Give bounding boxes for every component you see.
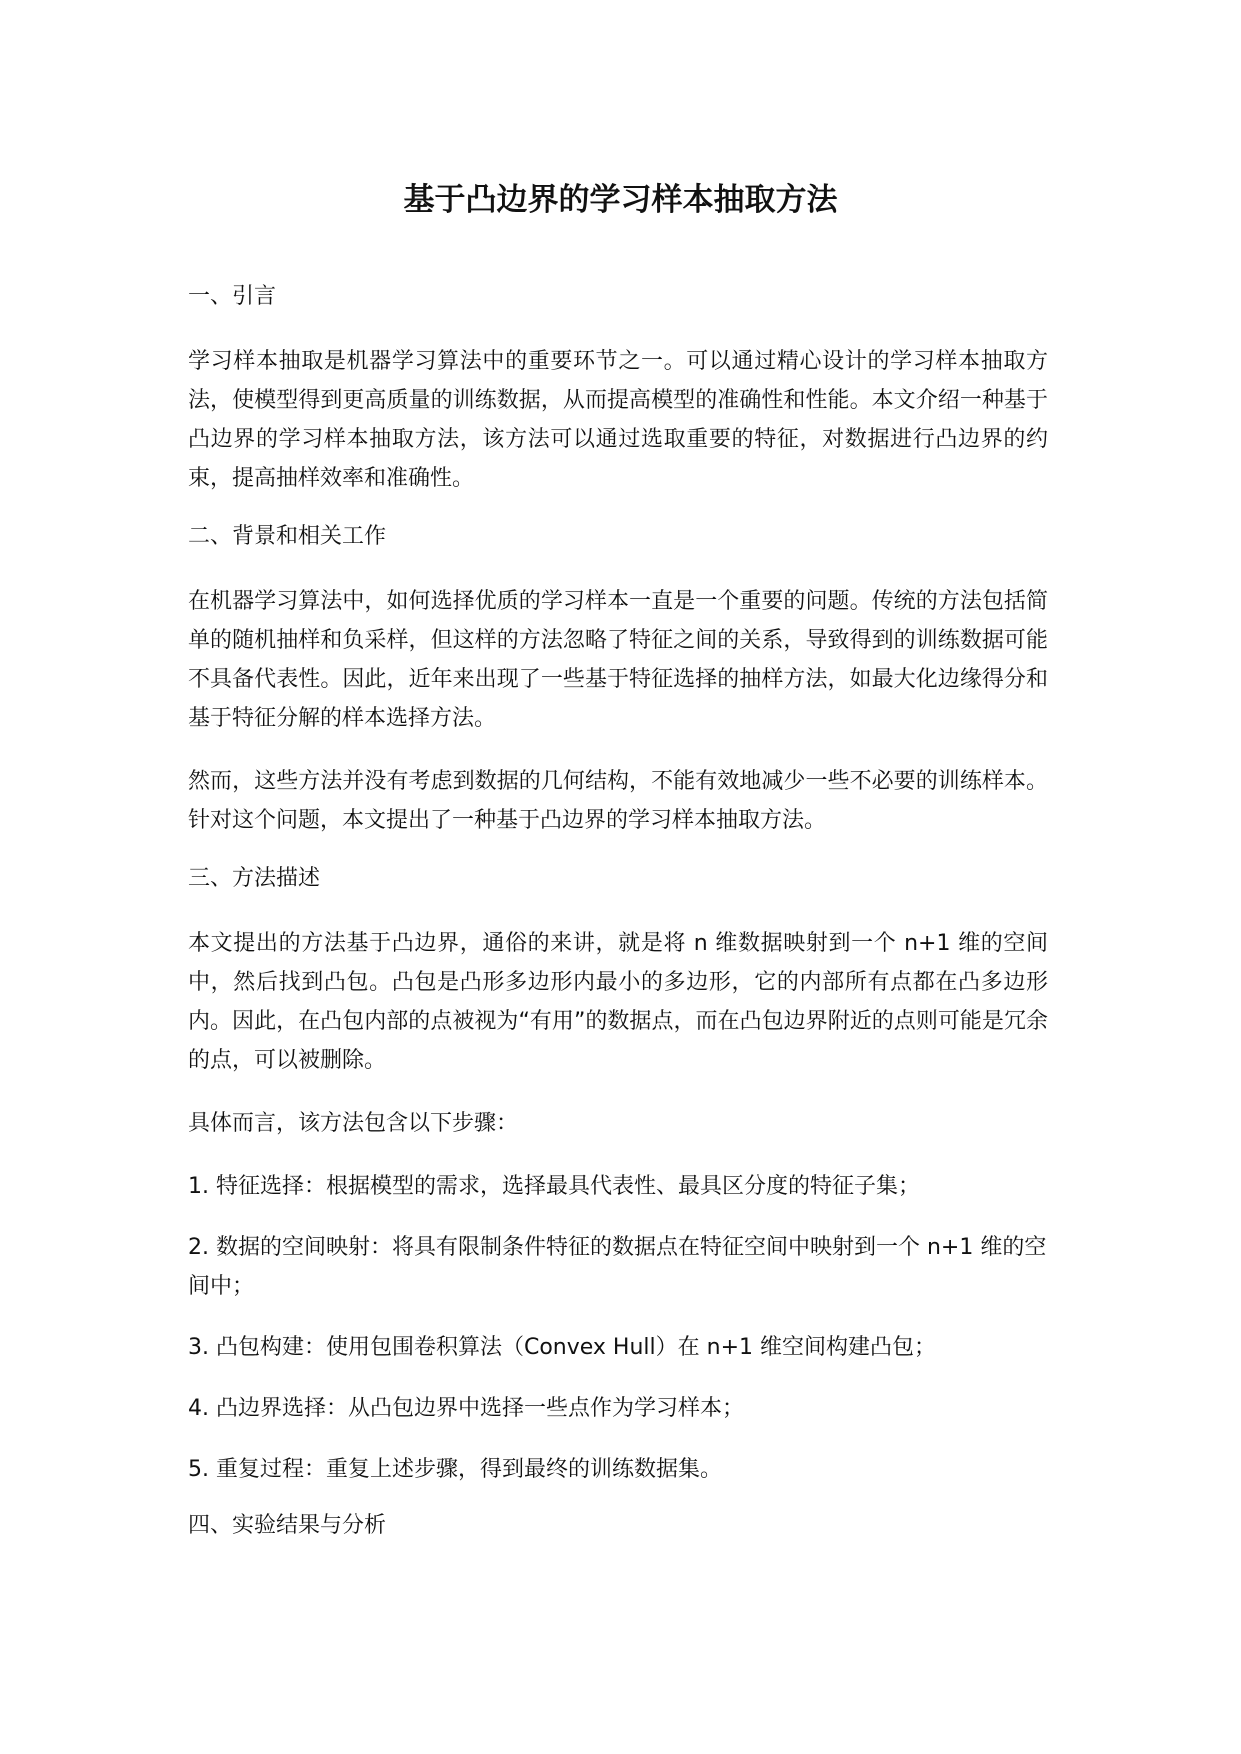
section-heading-method: 三、方法描述 bbox=[188, 866, 321, 891]
section-heading-intro: 一、引言 bbox=[188, 284, 277, 309]
background-paragraph-2: 然而，这些方法并没有考虑到数据的几何结构，不能有效地减少一些不必要的训练样本。针对这个问题，本文提出了一种基于凸边界的学习样本抽取方法。 bbox=[188, 769, 1048, 833]
section-heading-experiment: 四、实验结果与分析 bbox=[188, 1513, 387, 1538]
method-paragraph-1: 本文提出的方法基于凸边界，通俗的来讲，就是将 n 维数据映射到一个 n+1 维的空间中，然后找到凸包。凸包是凸形多边形内最小的多边形，它的内部所有点都在凸多边形内。因此，在凸包内部的点被视为“有用”的数据点，而在凸包边界附近的点则可能是冗余的点，可以被删除。 bbox=[188, 931, 1048, 1073]
section-heading-background: 二、背景和相关工作 bbox=[188, 524, 387, 549]
method-step-5: 5. 重复过程：重复上述步骤，得到最终的训练数据集。 bbox=[188, 1457, 722, 1482]
method-paragraph-2: 具体而言，该方法包含以下步骤： bbox=[188, 1111, 519, 1136]
method-step-4: 4. 凸边界选择：从凸包边界中选择一些点作为学习样本； bbox=[188, 1396, 744, 1421]
method-step-3: 3. 凸包构建：使用包围卷积算法（Convex Hull）在 n+1 维空间构建凸包； bbox=[188, 1335, 937, 1360]
document-body bbox=[188, 282, 1048, 1571]
document-title: 基于凸边界的学习样本抽取方法 bbox=[403, 182, 838, 218]
method-step-2: 2. 数据的空间映射：将具有限制条件特征的数据点在特征空间中映射到一个 n+1 维的空间中； bbox=[188, 1235, 1047, 1299]
method-step-1: 1. 特征选择：根据模型的需求，选择最具代表性、最具区分度的特征子集； bbox=[188, 1174, 920, 1199]
intro-paragraph-1: 学习样本抽取是机器学习算法中的重要环节之一。可以通过精心设计的学习样本抽取方法，使模型得到更高质量的训练数据，从而提高模型的准确性和性能。本文介绍一种基于凸边界的学习样本抽取方法，该方法可以通过选取重要的特征，对数据进行凸边界的约束，提高抽样效率和准确性。 bbox=[188, 349, 1048, 491]
background-paragraph-1: 在机器学习算法中，如何选择优质的学习样本一直是一个重要的问题。传统的方法包括简单的随机抽样和负采样，但这样的方法忽略了特征之间的关系，导致得到的训练数据可能不具备代表性。因此，近年来出现了一些基于特征选择的抽样方法，如最大化边缘得分和基于特征分解的样本选择方法。 bbox=[188, 589, 1048, 731]
